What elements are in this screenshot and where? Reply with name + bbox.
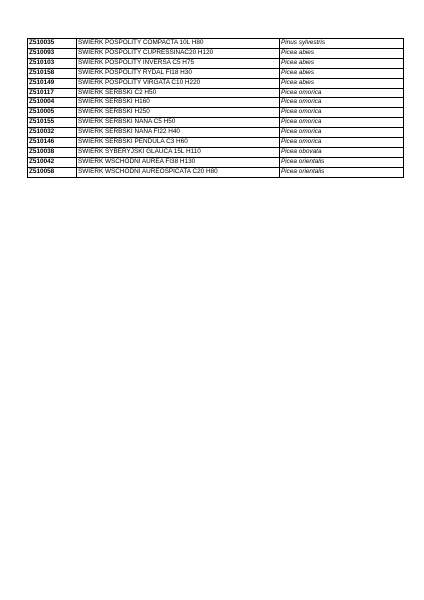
product-code-cell: Z510158 bbox=[28, 68, 77, 78]
product-name-cell: ŚWIERK POSPOLITY VIRGATA C10 H220 bbox=[77, 78, 280, 88]
latin-name-cell: Picea omorica bbox=[280, 98, 404, 108]
product-code-cell: Z510032 bbox=[28, 128, 77, 138]
product-name-cell: ŚWIERK WSCHODNI AUREA FI38 H130 bbox=[77, 157, 280, 167]
latin-name-cell: Picea omorica bbox=[280, 138, 404, 148]
latin-name-cell: Picea obovata bbox=[280, 147, 404, 157]
product-code-cell: Z510146 bbox=[28, 138, 77, 148]
product-name-cell: ŚWIERK POSPOLITY CUPRESSINAC20 H120 bbox=[77, 48, 280, 58]
latin-name-cell: Picea orientalis bbox=[280, 157, 404, 167]
product-name-cell: ŚWIERK SERBSKI NANA C5 H50 bbox=[77, 118, 280, 128]
plant-table-body bbox=[28, 39, 404, 178]
latin-name-cell: Picea abies bbox=[280, 48, 404, 58]
product-name-cell: ŚWIERK WSCHODNI AUREOSPICATA C20 H80 bbox=[77, 167, 280, 177]
table-row bbox=[28, 108, 404, 118]
product-code-cell: Z510117 bbox=[28, 88, 77, 98]
product-name-cell: ŚWIERK SERBSKI PENDULA C3 H60 bbox=[77, 138, 280, 148]
product-code-cell: Z510149 bbox=[28, 78, 77, 88]
table-row bbox=[28, 167, 404, 177]
table-row bbox=[28, 68, 404, 78]
latin-name-cell: Picea abies bbox=[280, 58, 404, 68]
product-name-cell: ŚWIERK SERBSKI NANA FI22 H40 bbox=[77, 128, 280, 138]
plant-table bbox=[27, 38, 404, 178]
product-name-cell: ŚWIERK SERBSKI H250 bbox=[77, 108, 280, 118]
latin-name-cell: Picea omorica bbox=[280, 118, 404, 128]
table-row bbox=[28, 39, 404, 49]
product-code-cell: Z510103 bbox=[28, 58, 77, 68]
product-code-cell: Z510004 bbox=[28, 98, 77, 108]
table-row bbox=[28, 138, 404, 148]
latin-name-cell: Picea abies bbox=[280, 78, 404, 88]
product-name-cell: ŚWIERK SERBSKI C2 H50 bbox=[77, 88, 280, 98]
latin-name-cell: Picea omorica bbox=[280, 108, 404, 118]
table-row bbox=[28, 58, 404, 68]
table-row bbox=[28, 118, 404, 128]
table-row bbox=[28, 98, 404, 108]
product-name-cell: ŚWIERK SYBERYJSKI GLAUCA 15L H110 bbox=[77, 147, 280, 157]
latin-name-cell: Picea omorica bbox=[280, 88, 404, 98]
product-code-cell: Z510038 bbox=[28, 147, 77, 157]
product-code-cell: Z510058 bbox=[28, 167, 77, 177]
product-code-cell: Z510035 bbox=[28, 39, 77, 49]
product-code-cell: Z510042 bbox=[28, 157, 77, 167]
table-row bbox=[28, 128, 404, 138]
product-code-cell: Z510093 bbox=[28, 48, 77, 58]
product-name-cell: ŚWIERK SERBSKI H160 bbox=[77, 98, 280, 108]
latin-name-cell: Picea omorica bbox=[280, 128, 404, 138]
product-name-cell: ŚWIERK POSPOLITY COMPACTA 10L H80 bbox=[77, 39, 280, 49]
latin-name-cell: Pinus sylvestris bbox=[280, 39, 404, 49]
product-name-cell: ŚWIERK POSPOLITY INVERSA C5 H75 bbox=[77, 58, 280, 68]
product-code-cell: Z510155 bbox=[28, 118, 77, 128]
table-row bbox=[28, 147, 404, 157]
latin-name-cell: Picea abies bbox=[280, 68, 404, 78]
latin-name-cell: Picea orientalis bbox=[280, 167, 404, 177]
table-row bbox=[28, 78, 404, 88]
product-name-cell: ŚWIERK POSPOLITY RYDAL FI18 H30 bbox=[77, 68, 280, 78]
table-row bbox=[28, 88, 404, 98]
table-row bbox=[28, 48, 404, 58]
table-row bbox=[28, 157, 404, 167]
product-code-cell: Z510005 bbox=[28, 108, 77, 118]
